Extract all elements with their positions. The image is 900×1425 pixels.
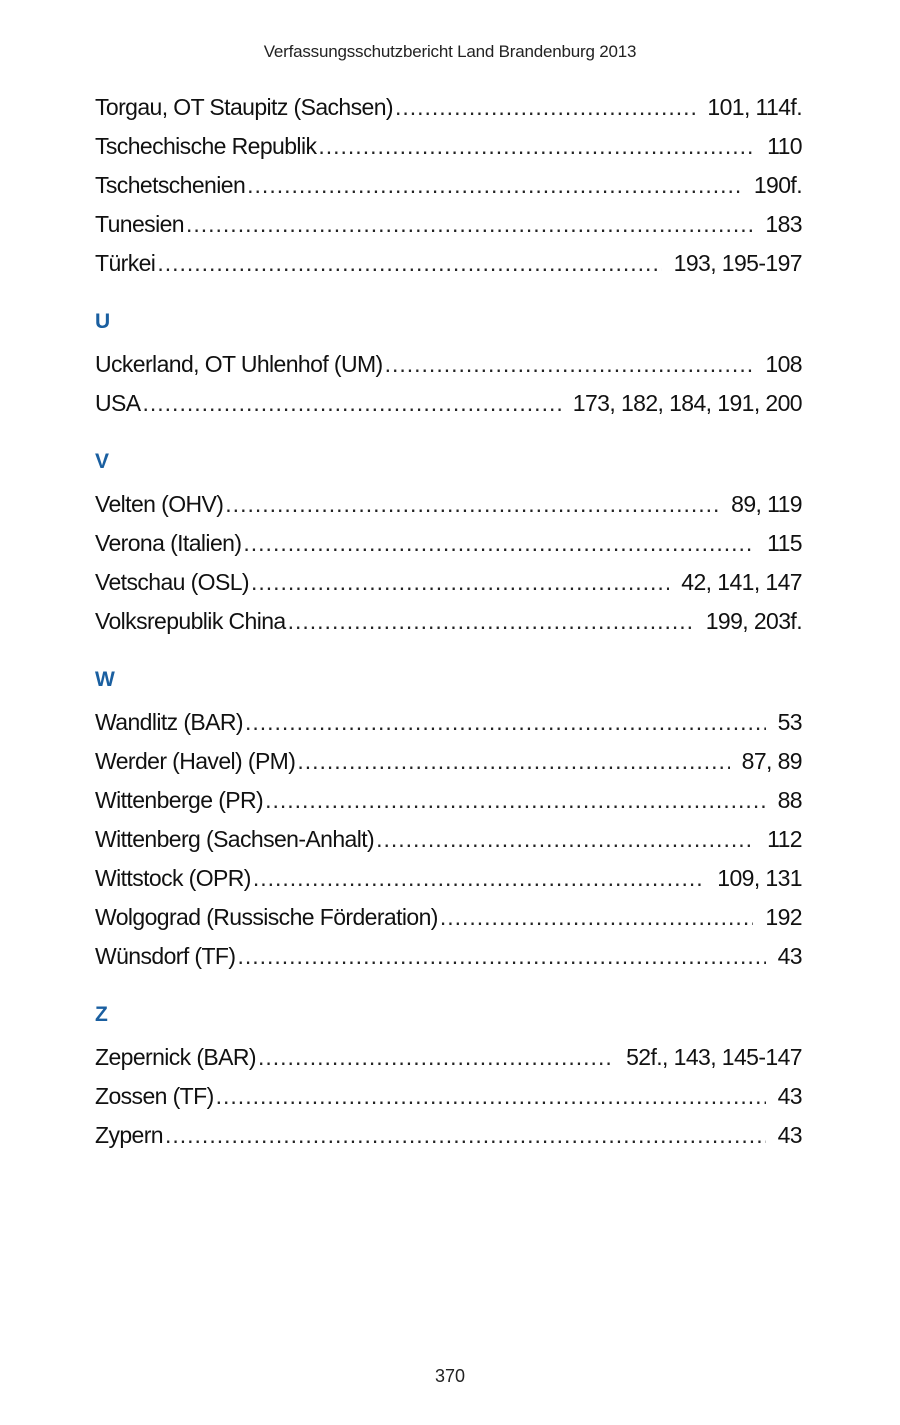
entry-pages: 53 (777, 709, 802, 735)
index-entry (95, 205, 802, 244)
section-letter: V (95, 450, 110, 473)
index-section-w (95, 663, 802, 976)
dot-leader (157, 244, 661, 283)
index-entry (95, 345, 802, 384)
index-entry (95, 524, 802, 563)
entry-term: Wittstock (OPR) (95, 865, 251, 891)
running-header: Verfassungsschutzbericht Land Brandenburg 2013 (263, 42, 637, 61)
entry-term: Torgau, OT Staupitz (Sachsen) (95, 94, 393, 120)
index-section-v (95, 445, 802, 641)
index-entry (95, 937, 802, 976)
entry-term: Uckerland, OT Uhlenhof (UM) (95, 351, 383, 377)
entry-term: Volksrepublik China (95, 608, 286, 634)
entry-pages: 89, 119 (731, 491, 802, 517)
dot-leader (165, 1116, 766, 1155)
entry-term: Wünsdorf (TF) (95, 943, 236, 969)
dot-leader (288, 602, 694, 641)
index-entry (95, 1038, 802, 1077)
entry-pages: 110 (767, 133, 802, 159)
dot-leader (225, 485, 719, 524)
index-entry (95, 384, 802, 423)
entry-pages: 52f., 143, 145-147 (626, 1044, 802, 1070)
page-number: 370 (434, 1366, 466, 1386)
dot-leader (243, 524, 755, 563)
entry-pages: 101, 114f. (707, 94, 802, 120)
entry-pages: 88 (777, 787, 802, 813)
entry-pages: 43 (777, 1122, 802, 1148)
entry-term: Zepernick (BAR) (95, 1044, 256, 1070)
dot-leader (247, 166, 742, 205)
section-letter: Z (95, 1003, 108, 1026)
entry-pages: 199, 203f. (705, 608, 802, 634)
entry-pages: 42, 141, 147 (681, 569, 802, 595)
index-entry (95, 88, 802, 127)
entry-term: Wandlitz (BAR) (95, 709, 243, 735)
dot-leader (297, 742, 729, 781)
entry-term: Tschetschenien (95, 172, 246, 198)
entry-pages: 87, 89 (741, 748, 802, 774)
index-entry (95, 244, 802, 283)
entry-term: Tunesien (95, 211, 184, 237)
dot-leader (395, 88, 695, 127)
entry-pages: 108 (765, 351, 802, 377)
dot-leader (237, 937, 765, 976)
index-section-t (95, 88, 802, 283)
dot-leader (186, 205, 753, 244)
dot-leader (376, 820, 755, 859)
index-entry (95, 859, 802, 898)
place-index (95, 88, 802, 1155)
index-entry (95, 820, 802, 859)
index-entry (95, 742, 802, 781)
index-entry (95, 127, 802, 166)
dot-leader (216, 1077, 766, 1116)
dot-leader (258, 1038, 614, 1077)
dot-leader (253, 859, 705, 898)
dot-leader (265, 781, 766, 820)
entry-pages: 115 (767, 530, 802, 556)
index-section-z (95, 998, 802, 1155)
entry-term: Werder (Havel) (PM) (95, 748, 296, 774)
index-entry (95, 1077, 802, 1116)
entry-term: Zossen (TF) (95, 1083, 214, 1109)
dot-leader (251, 563, 669, 602)
dot-leader (143, 384, 561, 423)
entry-term: Wittenberg (Sachsen-Anhalt) (95, 826, 375, 852)
section-letter: W (95, 668, 115, 691)
entry-term: Verona (Italien) (95, 530, 242, 556)
dot-leader (385, 345, 754, 384)
index-entry (95, 781, 802, 820)
index-entry (95, 703, 802, 742)
entry-pages: 43 (777, 943, 802, 969)
entry-pages: 109, 131 (717, 865, 802, 891)
index-entry (95, 1116, 802, 1155)
index-entry (95, 166, 802, 205)
entry-term: Velten (OHV) (95, 491, 224, 517)
entry-term: Tschechische Republik (95, 133, 317, 159)
entry-term: Wolgograd (Russische Förderation) (95, 904, 438, 930)
entry-pages: 112 (767, 826, 802, 852)
entry-pages: 173, 182, 184, 191, 200 (572, 390, 802, 416)
entry-pages: 190f. (753, 172, 802, 198)
entry-pages: 43 (777, 1083, 802, 1109)
dot-leader (318, 127, 755, 166)
index-entry (95, 485, 802, 524)
entry-term: Türkei (95, 250, 156, 276)
entry-term: Wittenberge (PR) (95, 787, 264, 813)
index-entry (95, 602, 802, 641)
entry-term: USA (95, 390, 141, 416)
dot-leader (245, 703, 766, 742)
index-entry (95, 898, 802, 937)
entry-pages: 193, 195-197 (673, 250, 802, 276)
entry-pages: 183 (765, 211, 802, 237)
index-section-u (95, 305, 802, 423)
section-letter: U (95, 310, 111, 333)
dot-leader (440, 898, 754, 937)
index-entry (95, 563, 802, 602)
entry-pages: 192 (765, 904, 802, 930)
entry-term: Vetschau (OSL) (95, 569, 249, 595)
entry-term: Zypern (95, 1122, 163, 1148)
